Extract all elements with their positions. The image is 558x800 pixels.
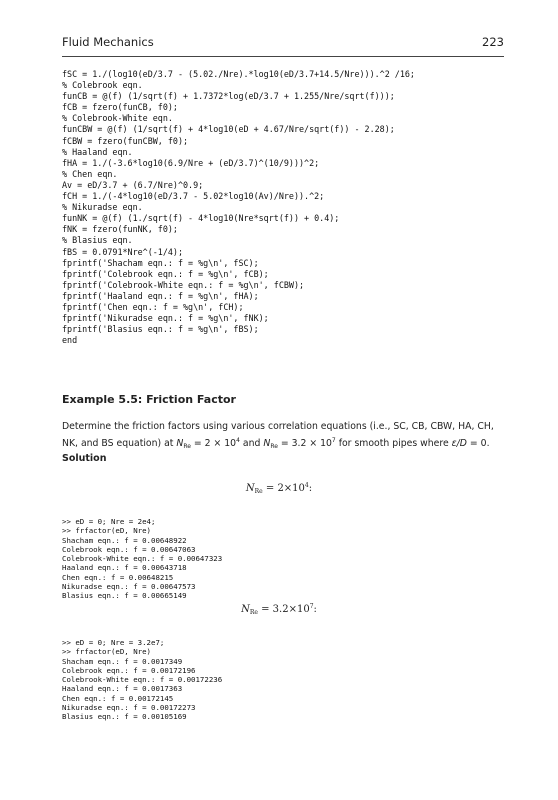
code-line: fprintf('Nikuradse eqn.: f = %g\n', fNK); — [62, 313, 269, 324]
code-line: end — [62, 335, 78, 346]
code-line: % Nikuradse eqn. — [62, 202, 143, 213]
code-line: % Colebrook-White eqn. — [62, 113, 173, 124]
case-equation-2 — [0, 603, 558, 616]
running-header — [62, 30, 504, 57]
code-line: fCB = fzero(funCB, f0); — [62, 102, 178, 113]
problem-line-2-start: NK, and BS equation) at — [62, 438, 177, 449]
code-line: fBS = 0.0791*Nre^(-1/4); — [62, 246, 184, 257]
re-subscript: Re — [183, 443, 191, 450]
output-line: Shacham eqn.: f = 0.00648922 — [62, 535, 187, 545]
code-line: fHA = 1./(-3.6*log10(6.9/Nre + (eD/3.7)^(10/9)))^2; — [62, 157, 320, 168]
output-line: Nikuradse eqn.: f = 0.00172273 — [62, 703, 196, 713]
equation-value: = 3.2×10 — [257, 604, 310, 615]
re-subscript: Re — [270, 443, 278, 450]
and-text: and — [239, 438, 264, 449]
problem-text-smooth-pipes: for smooth pipes where — [335, 438, 452, 449]
equation-exponent: 7 — [309, 603, 314, 610]
code-line: funCBW = @(f) (1/sqrt(f) + 4*log10(eD + 4.67/Nre/sqrt(f)) - 2.28); — [62, 124, 395, 135]
output-line: Colebrook eqn.: f = 0.00172196 — [62, 665, 196, 675]
code-line: funCB = @(f) (1/sqrt(f) + 1.7372*log(eD/3.7 + 1.255/Nre/sqrt(f))); — [62, 91, 395, 102]
equation-value: = 2×10 — [262, 483, 305, 494]
code-line: fCBW = fzero(funCBW, f0); — [62, 135, 189, 146]
re-subscript: Re — [254, 488, 263, 495]
matlab-output-case-1 — [62, 517, 222, 601]
output-line: Chen eqn.: f = 0.00648215 — [62, 572, 174, 582]
code-line: fCH = 1./(-4*log10(eD/3.7 - 5.02*log10(Av)/Nre)).^2; — [62, 191, 325, 202]
code-line: % Chen eqn. — [62, 168, 118, 179]
n-symbol: N — [241, 604, 250, 615]
output-line: Haaland eqn.: f = 0.0017363 — [62, 684, 183, 694]
output-line: Shacham eqn.: f = 0.0017349 — [62, 656, 183, 666]
code-line: fprintf('Chen eqn.: f = %g\n', fCH); — [62, 301, 244, 312]
output-line: Blasius eqn.: f = 0.00665149 — [62, 591, 187, 601]
output-line: Haaland eqn.: f = 0.00643718 — [62, 563, 187, 573]
code-line: % Haaland eqn. — [62, 146, 133, 157]
problem-text-end: = 0. — [466, 438, 490, 449]
output-line: >> frfactor(eD, Nre) — [62, 526, 151, 536]
matlab-output-case-2 — [62, 638, 222, 722]
example-heading: Example 5.5: Friction Factor — [62, 393, 236, 406]
code-line: % Colebrook eqn. — [62, 80, 143, 91]
code-line: fprintf('Colebrook eqn.: f = %g\n', fCB); — [62, 268, 269, 279]
output-line: Colebrook eqn.: f = 0.00647063 — [62, 544, 196, 554]
n-symbol: N — [176, 438, 184, 449]
output-line: Blasius eqn.: f = 0.00105169 — [62, 712, 187, 722]
code-line: % Blasius eqn. — [62, 235, 133, 246]
equation-colon: : — [313, 604, 317, 615]
output-line: >> frfactor(eD, Nre) — [62, 647, 151, 657]
book-title: Fluid Mechanics — [62, 35, 154, 49]
n-symbol: N — [263, 438, 271, 449]
solution-label: Solution — [62, 453, 107, 464]
roughness-symbol: ε/D — [451, 438, 467, 449]
code-line: funNK = @(f) (1./sqrt(f) - 4*log10(Nre*sqrt(f)) + 0.4); — [62, 213, 340, 224]
code-line: fprintf('Blasius eqn.: f = %g\n', fBS); — [62, 324, 259, 335]
equation-colon: : — [308, 483, 313, 494]
n-symbol: N — [245, 483, 255, 494]
output-line: Colebrook-White eqn.: f = 0.00647323 — [62, 554, 223, 564]
re-subscript: Re — [249, 609, 258, 616]
exponent-2: 7 — [331, 437, 336, 444]
code-line: fNK = fzero(funNK, f0); — [62, 224, 178, 235]
output-line: Colebrook-White eqn.: f = 0.00172236 — [62, 675, 223, 685]
problem-line-1: Determine the friction factors using various correlation equations (i.e., SC, CB, CBW, HA, CH, — [62, 421, 494, 432]
code-line: fprintf('Shacham eqn.: f = %g\n', fSC); — [62, 257, 259, 268]
output-line: Nikuradse eqn.: f = 0.00647573 — [62, 582, 196, 592]
case-equation-1 — [0, 482, 558, 495]
matlab-code-listing — [62, 69, 415, 346]
output-line: >> eD = 0; Nre = 2e4; — [62, 517, 156, 526]
code-line: Av = eD/3.7 + (6.7/Nre)^0.9; — [62, 179, 204, 190]
code-line: fSC = 1./(log10(eD/3.7 - (5.02./Nre).*log10(eD/3.7+14.5/Nre))).^2 /16; — [62, 69, 415, 79]
output-line: Chen eqn.: f = 0.00172145 — [62, 693, 174, 703]
reynolds-value-1: = 2 × 10 — [190, 438, 237, 449]
output-line: >> eD = 0; Nre = 3.2e7; — [62, 638, 165, 647]
exponent-1: 4 — [236, 437, 240, 444]
code-line: fprintf('Haaland eqn.: f = %g\n', fHA); — [62, 290, 259, 301]
reynolds-value-2: = 3.2 × 10 — [277, 438, 332, 449]
example-problem-text — [62, 420, 506, 454]
page-number: 223 — [482, 35, 504, 49]
code-line: fprintf('Colebrook-White eqn.: f = %g\n', fCBW); — [62, 279, 305, 290]
equation-exponent: 4 — [304, 482, 309, 489]
